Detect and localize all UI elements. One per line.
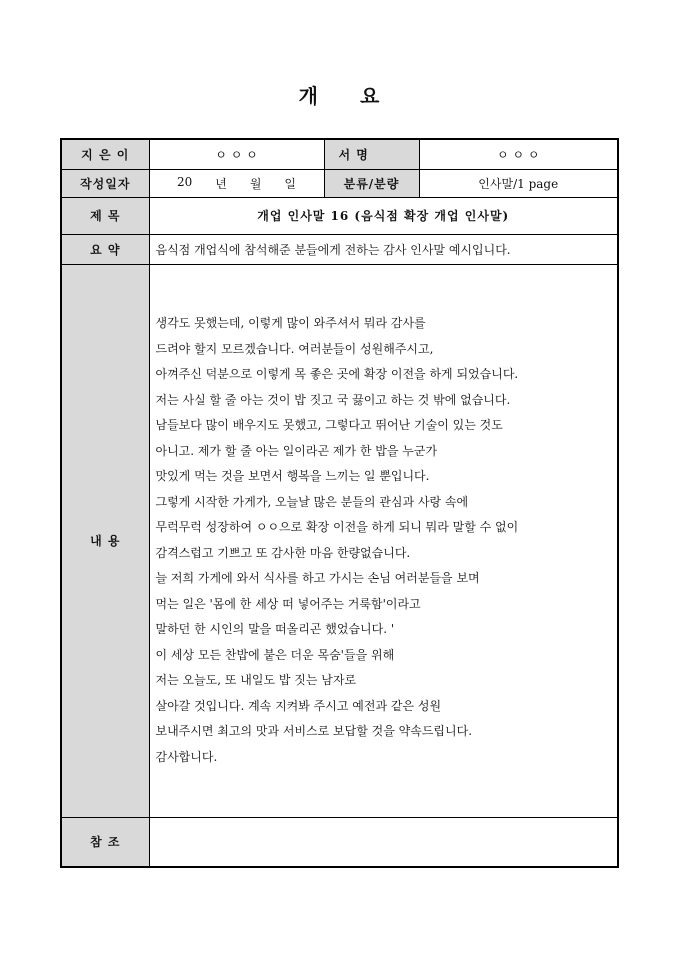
reference-label: 참 조 [61, 817, 149, 867]
body-line: 이 세상 모든 찬밥에 붙은 더운 목숨'들을 위해 [155, 647, 395, 662]
body-line: 무럭무럭 성장하여 ㅇㅇ으로 확장 이전을 하게 되니 뭐라 말할 수 없이 [155, 520, 519, 534]
page-title-part1: 개 [298, 84, 320, 108]
row-summary [61, 234, 618, 264]
signature-value: ㅇ ㅇ ㅇ [419, 139, 618, 169]
subject-label: 제 목 [61, 197, 149, 234]
body-line: 저는 오늘도, 또 내일도 밥 짓는 남자로 [155, 673, 357, 687]
date-year: 20 [176, 174, 193, 189]
subject-value: 개업 인사말 16 (음식점 확장 개업 인사말) [149, 197, 618, 234]
date-value [149, 169, 324, 197]
body-line: 먹는 일은 '몸에 한 세상 떠 넣어주는 거룩함'이라고 [155, 596, 421, 611]
category-value: 인사말/1 page [419, 169, 618, 197]
row-date [61, 169, 618, 197]
date-day-unit: 일 [284, 176, 296, 191]
date-month-unit: 월 [249, 176, 262, 191]
row-reference [61, 817, 618, 867]
body-line: 감사합니다. [155, 749, 218, 764]
body-line: 그렇게 시작한 가게가, 오늘날 많은 분들의 관심과 사랑 속에 [155, 494, 469, 509]
body-line: 살아갈 것입니다. 계속 지켜봐 주시고 예전과 같은 성원 [155, 698, 442, 713]
row-body [61, 264, 618, 817]
body-line: 늘 저희 가게에 와서 식사를 하고 가시는 손님 여러분들을 보며 [155, 571, 480, 585]
body-line: 아니고. 제가 할 줄 아는 일이라곤 제가 한 밥을 누군가 [155, 443, 438, 458]
body-text [156, 311, 612, 770]
row-subject [61, 197, 618, 234]
body-line: 남들보다 많이 배우지도 못했고, 그렇다고 뛰어난 기술이 있는 것도 [155, 418, 503, 432]
body-line: 맛있게 먹는 것을 보면서 행복을 느끼는 일 뿐입니다. [155, 469, 430, 483]
body-line: 드려야 할지 모르겠습니다. 여러분들이 성원해주시고, [155, 341, 434, 356]
body-line: 아껴주신 덕분으로 이렇게 목 좋은 곳에 확장 이전을 하게 되었습니다. [155, 367, 519, 381]
signature-label [324, 139, 419, 169]
body-label: 내 용 [61, 264, 149, 817]
date-label: 작성일자 [61, 169, 149, 197]
body-content [149, 264, 618, 817]
body-line: 저는 사실 할 줄 아는 것이 밥 짓고 국 끓이고 하는 것 밖에 없습니다. [155, 392, 511, 407]
body-line: 말하던 한 시인의 말을 떠올리곤 했었습니다. ' [155, 622, 395, 636]
author-label: 지 은 이 [61, 139, 149, 169]
overview-form-table [60, 138, 619, 868]
row-author [61, 139, 618, 169]
summary-label: 요 약 [61, 234, 149, 264]
summary-value: 음식점 개업식에 참석해준 분들에게 전하는 감사 인사말 예시입니다. [149, 234, 618, 264]
date-year-unit: 년 [215, 176, 227, 191]
author-value: ㅇ ㅇ ㅇ [149, 139, 324, 169]
reference-value [149, 817, 618, 867]
page-title-part2: 요 [360, 84, 382, 108]
body-line: 감격스럽고 기쁘고 또 감사한 마음 한량없습니다. [155, 545, 411, 560]
body-line: 생각도 못했는데, 이렇게 많이 와주셔서 뭐라 감사를 [155, 316, 426, 330]
signature-label-text: 서 명 [338, 147, 369, 162]
page-title [0, 80, 680, 109]
body-line: 보내주시면 최고의 맛과 서비스로 보답할 것을 약속드립니다. [155, 724, 473, 738]
category-label: 분류/분량 [324, 169, 419, 197]
